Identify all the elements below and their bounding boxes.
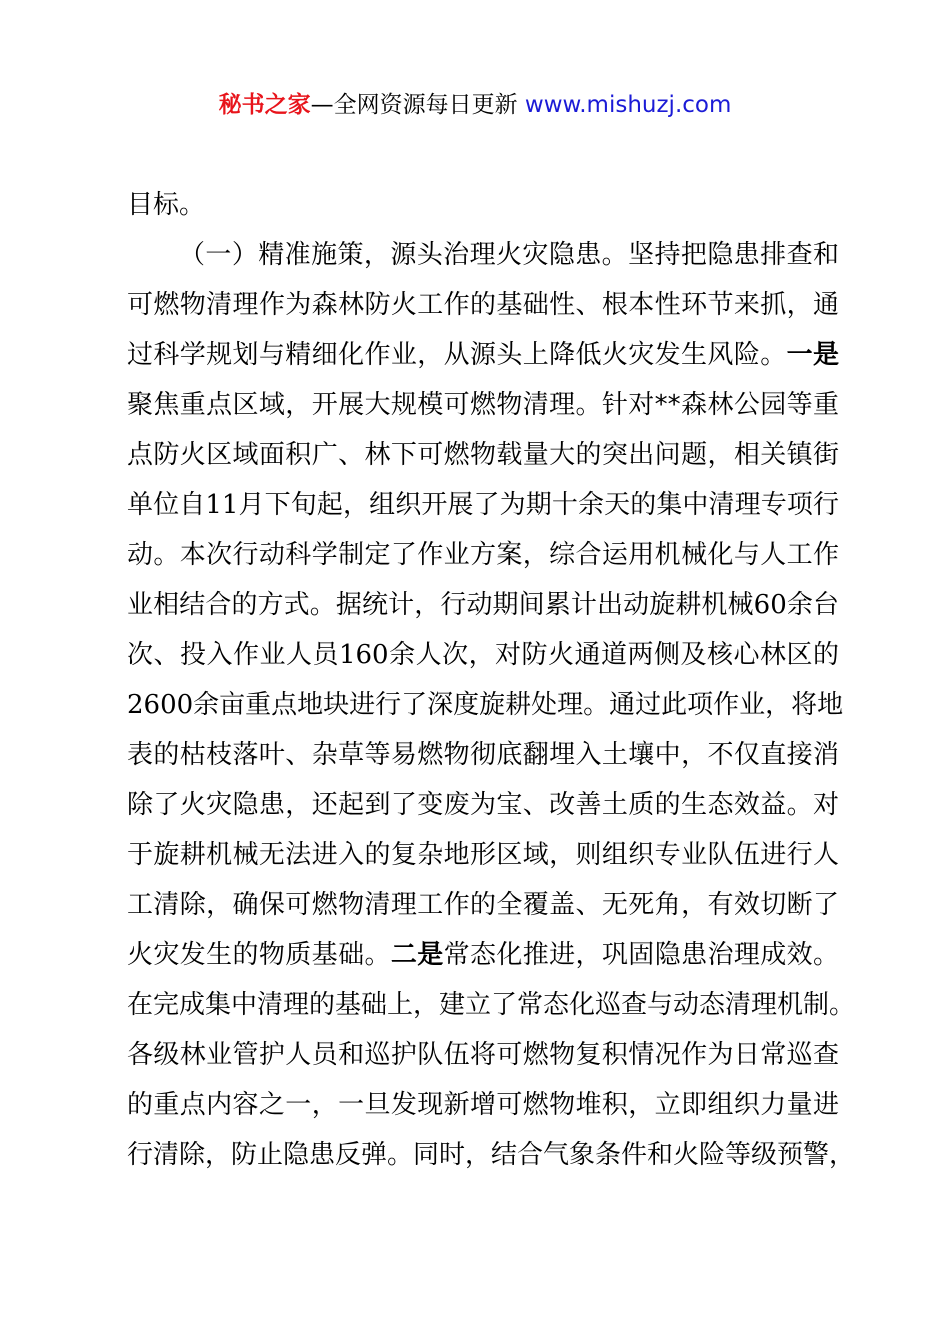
text-segment: 点防火区域面积广、林下可燃物载量大的突出问题，相关镇街 bbox=[127, 440, 839, 470]
text-line bbox=[127, 430, 839, 480]
text-line bbox=[127, 1030, 839, 1080]
text-segment: 于旋耕机械无法进入的复杂地形区域，则组织专业队伍进行人 bbox=[127, 840, 839, 870]
text-segment: 次、投入作业人员 bbox=[127, 640, 339, 670]
text-segment: 行清除，防止隐患反弹。同时，结合气象条件和火险等级预警， bbox=[127, 1140, 856, 1170]
text-line bbox=[127, 480, 839, 530]
text-segment: 余台 bbox=[786, 590, 839, 620]
text-line bbox=[127, 1080, 839, 1130]
text-line bbox=[127, 180, 839, 230]
text-segment: 聚焦重点区域，开展大规模可燃物清理。针对**森林公园等重 bbox=[127, 390, 839, 420]
text-segment: 工清除，确保可燃物清理工作的全覆盖、无死角，有效切断了 bbox=[127, 890, 839, 920]
text-segment: 2600 bbox=[127, 690, 194, 720]
text-line bbox=[127, 280, 839, 330]
text-segment: 业相结合的方式。据统计，行动期间累计出动旋耕机械 bbox=[127, 590, 754, 620]
text-segment: 各级林业管护人员和巡护队伍将可燃物复积情况作为日常巡查 bbox=[127, 1040, 839, 1070]
text-line bbox=[127, 830, 839, 880]
text-segment: 火灾发生的物质基础。 bbox=[127, 940, 391, 970]
header-tagline: —全网资源每日更新 bbox=[310, 92, 525, 118]
text-segment: 过科学规划与精细化作业，从源头上降低火灾发生风险。 bbox=[127, 340, 787, 370]
text-line bbox=[127, 880, 839, 930]
text-line bbox=[127, 780, 839, 830]
text-segment: （一）精准施策，源头治理火灾隐患。坚持把隐患排查和 bbox=[179, 240, 839, 270]
page-header bbox=[0, 88, 950, 122]
text-line bbox=[127, 330, 839, 380]
text-segment: 160 bbox=[338, 640, 389, 670]
text-line bbox=[127, 580, 839, 630]
text-segment: 余亩重点地块进行了深度旋耕处理。通过此项作业，将地 bbox=[193, 690, 844, 720]
text-segment: 单位自 bbox=[127, 490, 206, 520]
text-segment: 表的枯枝落叶、杂草等易燃物彻底翻埋入土壤中，不仅直接消 bbox=[127, 740, 839, 770]
text-segment: 11 bbox=[205, 490, 239, 520]
text-segment: 目标。 bbox=[127, 190, 206, 220]
text-segment: 的重点内容之一，一旦发现新增可燃物堆积，立即组织力量进 bbox=[127, 1090, 839, 1120]
text-line bbox=[127, 530, 839, 580]
text-segment: 常态化推进，巩固隐患治理成效。 bbox=[443, 940, 839, 970]
text-line bbox=[127, 230, 839, 280]
text-line bbox=[127, 930, 839, 980]
text-line bbox=[127, 380, 839, 430]
text-line bbox=[127, 680, 844, 730]
text-line bbox=[127, 980, 856, 1030]
document-body bbox=[127, 180, 856, 1180]
text-segment: 在完成集中清理的基础上，建立了常态化巡查与动态清理机制。 bbox=[127, 990, 856, 1020]
site-url-link[interactable]: www.mishuzj.com bbox=[524, 92, 732, 118]
text-line bbox=[127, 630, 839, 680]
text-line bbox=[127, 1130, 856, 1180]
text-line bbox=[127, 730, 839, 780]
text-segment: 动。本次行动科学制定了作业方案，综合运用机械化与人工作 bbox=[127, 540, 839, 570]
text-segment: 月下旬起，组织开展了为期十余天的集中清理专项行 bbox=[238, 490, 839, 520]
bold-text-segment: 一是 bbox=[786, 340, 839, 370]
text-segment: 可燃物清理作为森林防火工作的基础性、根本性环节来抓，通 bbox=[127, 290, 839, 320]
text-segment: 除了火灾隐患，还起到了变废为宝、改善土质的生态效益。对 bbox=[127, 790, 839, 820]
brand-name: 秘书之家 bbox=[218, 92, 311, 118]
text-segment: 60 bbox=[753, 590, 787, 620]
text-segment: 余人次，对防火通道两侧及核心林区的 bbox=[388, 640, 839, 670]
bold-text-segment: 二是 bbox=[390, 940, 444, 970]
